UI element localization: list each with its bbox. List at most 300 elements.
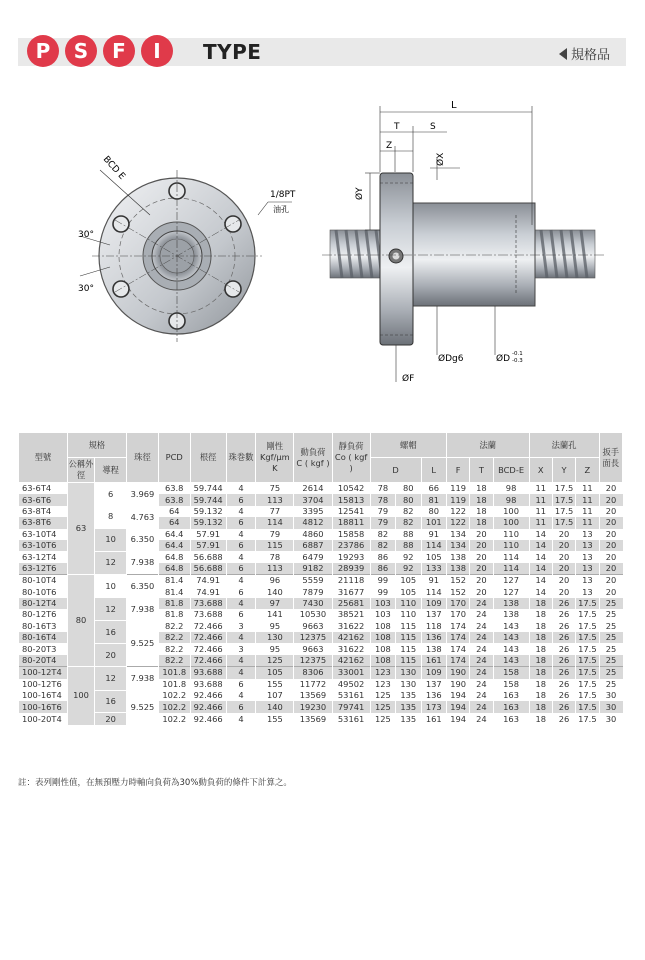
table-cell: 108 xyxy=(370,643,395,654)
table-cell: 103 xyxy=(370,598,395,609)
table-cell: 19293 xyxy=(332,551,370,562)
table-cell: 4 xyxy=(226,575,256,587)
table-cell: 57.91 xyxy=(190,540,226,551)
table-cell: 13 xyxy=(576,575,599,587)
bcd-label: BCD E xyxy=(100,154,127,182)
table-cell: 20 xyxy=(552,551,575,562)
table-cell: 20 xyxy=(470,563,493,575)
table-cell: 108 xyxy=(370,655,395,667)
table-cell: 79 xyxy=(370,506,395,517)
table-cell: 18 xyxy=(529,679,552,690)
table-cell: 143 xyxy=(493,621,529,632)
table-cell: 80-16T3 xyxy=(19,621,68,632)
table-cell: 20 xyxy=(552,587,575,598)
table-cell: 122 xyxy=(446,517,469,528)
table-cell: 135 xyxy=(396,701,421,712)
table-cell: 24 xyxy=(470,598,493,609)
table-row xyxy=(19,551,623,562)
table-cell: 133 xyxy=(421,563,446,575)
table-cell: 100-12T4 xyxy=(19,667,68,679)
table-cell: 125 xyxy=(370,701,395,712)
table-cell: 92 xyxy=(396,563,421,575)
table-cell: 113 xyxy=(256,494,294,505)
table-cell: 96 xyxy=(256,575,294,587)
table-cell: 100-16T4 xyxy=(19,690,68,701)
table-cell: 114 xyxy=(493,551,529,562)
table-cell: 13 xyxy=(576,529,599,540)
table-cell: 38521 xyxy=(332,609,370,620)
table-cell: 66 xyxy=(421,483,446,495)
table-cell: 10 xyxy=(95,529,127,552)
table-cell: 101 xyxy=(421,517,446,528)
table-cell: 81.4 xyxy=(158,575,190,587)
table-cell: 140 xyxy=(256,701,294,712)
table-cell: 6887 xyxy=(294,540,332,551)
table-cell: 194 xyxy=(446,690,469,701)
table-cell: 16 xyxy=(95,621,127,644)
table-cell: 115 xyxy=(256,540,294,551)
table-cell: 6 xyxy=(226,679,256,690)
table-cell: 173 xyxy=(421,701,446,712)
table-cell: 63-12T4 xyxy=(19,551,68,562)
table-cell: 105 xyxy=(396,575,421,587)
table-cell: 26 xyxy=(552,632,575,643)
table-cell: 17.5 xyxy=(576,609,599,620)
dim-D-label: ØD xyxy=(496,354,511,364)
table-cell: 18811 xyxy=(332,517,370,528)
dim-Dg6-label: ØDg6 xyxy=(438,354,464,364)
table-cell: 20 xyxy=(599,506,622,517)
table-cell: 78 xyxy=(370,483,395,495)
table-cell: 26 xyxy=(552,679,575,690)
table-cell: 17.5 xyxy=(576,701,599,712)
table-cell: 7.938 xyxy=(127,598,159,621)
table-cell: 95 xyxy=(256,643,294,654)
table-cell: 11 xyxy=(576,506,599,517)
table-cell: 110 xyxy=(396,598,421,609)
table-cell: 123 xyxy=(370,679,395,690)
table-cell: 6 xyxy=(226,540,256,551)
table-cell: 20 xyxy=(599,540,622,551)
table-cell: 53161 xyxy=(332,713,370,725)
table-cell: 163 xyxy=(493,713,529,725)
col-model: 型號 xyxy=(19,433,68,483)
table-cell: 134 xyxy=(446,540,469,551)
table-cell: 98 xyxy=(493,494,529,505)
table-cell: 82 xyxy=(370,529,395,540)
col-T: T xyxy=(470,458,493,483)
table-cell: 64.8 xyxy=(158,563,190,575)
table-cell: 17.5 xyxy=(576,690,599,701)
table-cell: 25 xyxy=(599,621,622,632)
table-cell: 6 xyxy=(226,494,256,505)
table-cell: 63.8 xyxy=(158,494,190,505)
table-cell: 109 xyxy=(421,667,446,679)
table-cell: 93.688 xyxy=(190,667,226,679)
table-cell: 20 xyxy=(470,575,493,587)
table-cell: 9663 xyxy=(294,621,332,632)
dim-T-label: T xyxy=(394,122,400,132)
table-cell: 118 xyxy=(421,621,446,632)
table-cell: 115 xyxy=(396,643,421,654)
table-cell: 15858 xyxy=(332,529,370,540)
table-cell: 143 xyxy=(493,643,529,654)
table-cell: 134 xyxy=(446,529,469,540)
dim-S-label: S xyxy=(430,122,436,132)
table-cell: 24 xyxy=(470,713,493,725)
table-cell: 25 xyxy=(599,679,622,690)
table-cell: 25 xyxy=(599,667,622,679)
table-cell: 59.744 xyxy=(190,494,226,505)
table-cell: 10542 xyxy=(332,483,370,495)
table-cell: 18 xyxy=(529,690,552,701)
table-cell: 20 xyxy=(599,575,622,587)
table-cell: 13 xyxy=(576,587,599,598)
table-cell: 15813 xyxy=(332,494,370,505)
table-cell: 72.466 xyxy=(190,643,226,654)
table-cell: 11 xyxy=(529,517,552,528)
table-cell: 98 xyxy=(493,483,529,495)
table-cell: 73.688 xyxy=(190,609,226,620)
table-cell: 9.525 xyxy=(127,690,159,725)
col-od: 公稱外徑 xyxy=(67,458,95,483)
table-cell: 4 xyxy=(226,632,256,643)
table-cell: 78 xyxy=(256,551,294,562)
table-cell: 6.350 xyxy=(127,529,159,552)
table-cell: 86 xyxy=(370,563,395,575)
table-cell: 26 xyxy=(552,655,575,667)
table-cell: 10 xyxy=(95,575,127,598)
table-cell: 82.2 xyxy=(158,655,190,667)
table-cell: 80 xyxy=(396,483,421,495)
table-cell: 18 xyxy=(529,655,552,667)
table-cell: 13569 xyxy=(294,690,332,701)
table-cell: 82.2 xyxy=(158,632,190,643)
table-cell: 18 xyxy=(529,713,552,725)
table-cell: 105 xyxy=(256,667,294,679)
table-cell: 6.350 xyxy=(127,575,159,598)
table-cell: 31622 xyxy=(332,621,370,632)
table-cell: 10530 xyxy=(294,609,332,620)
table-cell: 4 xyxy=(226,655,256,667)
table-cell: 91 xyxy=(421,575,446,587)
table-cell: 194 xyxy=(446,701,469,712)
table-cell: 138 xyxy=(446,563,469,575)
logo-letter-i: I xyxy=(141,35,173,67)
table-cell: 3 xyxy=(226,621,256,632)
table-cell: 12375 xyxy=(294,655,332,667)
table-cell: 114 xyxy=(493,563,529,575)
table-cell: 18 xyxy=(529,632,552,643)
table-cell: 20 xyxy=(599,529,622,540)
table-cell: 114 xyxy=(256,517,294,528)
table-cell: 18 xyxy=(470,506,493,517)
col-F: F xyxy=(446,458,469,483)
table-cell: 4 xyxy=(226,506,256,517)
table-cell: 12 xyxy=(95,598,127,621)
table-cell: 59.744 xyxy=(190,483,226,495)
table-cell: 125 xyxy=(370,690,395,701)
table-cell: 100-20T4 xyxy=(19,713,68,725)
table-cell: 119 xyxy=(446,494,469,505)
table-cell: 12375 xyxy=(294,632,332,643)
table-cell: 20 xyxy=(470,540,493,551)
table-cell: 18 xyxy=(470,483,493,495)
table-cell: 28939 xyxy=(332,563,370,575)
table-cell: 20 xyxy=(599,563,622,575)
table-cell: 75 xyxy=(256,483,294,495)
table-cell: 11 xyxy=(529,494,552,505)
table-cell: 190 xyxy=(446,667,469,679)
table-cell: 63.8 xyxy=(158,483,190,495)
table-cell: 110 xyxy=(493,540,529,551)
flange-front-view xyxy=(80,170,292,342)
table-cell: 64 xyxy=(158,517,190,528)
table-cell: 30 xyxy=(599,690,622,701)
table-cell: 114 xyxy=(421,540,446,551)
col-pcd: PCD xyxy=(158,433,190,483)
col-root: 根徑 xyxy=(190,433,226,483)
table-cell: 158 xyxy=(493,679,529,690)
table-cell: 63-6T4 xyxy=(19,483,68,495)
table-cell: 17.5 xyxy=(576,621,599,632)
table-cell: 6 xyxy=(226,587,256,598)
table-cell: 100 xyxy=(493,517,529,528)
table-cell: 26 xyxy=(552,643,575,654)
table-cell: 122 xyxy=(446,506,469,517)
col-stiffness: 剛性 Kgf/μm K xyxy=(256,433,294,483)
table-cell: 170 xyxy=(446,598,469,609)
dim-Y-label: ØY xyxy=(355,187,365,200)
table-cell: 138 xyxy=(493,609,529,620)
table-cell: 174 xyxy=(446,632,469,643)
table-cell: 92.466 xyxy=(190,690,226,701)
table-cell: 73.688 xyxy=(190,598,226,609)
table-cell: 82 xyxy=(370,540,395,551)
table-cell: 18 xyxy=(529,598,552,609)
table-cell: 158 xyxy=(493,667,529,679)
table-cell: 64.4 xyxy=(158,540,190,551)
table-cell: 7430 xyxy=(294,598,332,609)
table-cell: 20 xyxy=(599,587,622,598)
table-cell: 138 xyxy=(421,643,446,654)
table-cell: 18 xyxy=(529,643,552,654)
table-cell: 72.466 xyxy=(190,632,226,643)
table-cell: 4 xyxy=(226,713,256,725)
table-cell: 82.2 xyxy=(158,643,190,654)
col-BCDE: BCD-E xyxy=(493,458,529,483)
table-cell: 17.5 xyxy=(576,655,599,667)
table-cell: 81.8 xyxy=(158,609,190,620)
table-cell: 80-20T4 xyxy=(19,655,68,667)
table-cell: 11 xyxy=(576,494,599,505)
table-row xyxy=(19,483,623,495)
pt-label: 1/8PT xyxy=(270,190,296,200)
table-cell: 26 xyxy=(552,713,575,725)
table-cell: 4 xyxy=(226,483,256,495)
col-hole: 法蘭孔 xyxy=(529,433,599,458)
table-cell: 16 xyxy=(95,690,127,713)
table-cell: 113 xyxy=(256,563,294,575)
angle-top-label: 30° xyxy=(78,230,94,240)
table-cell: 25 xyxy=(599,632,622,643)
table-cell: 18 xyxy=(529,609,552,620)
table-cell: 81 xyxy=(421,494,446,505)
table-cell: 64.8 xyxy=(158,551,190,562)
table-cell: 92.466 xyxy=(190,701,226,712)
table-cell: 130 xyxy=(396,679,421,690)
table-cell: 11 xyxy=(529,483,552,495)
table-cell: 86 xyxy=(370,551,395,562)
table-cell: 127 xyxy=(493,587,529,598)
dim-D-tol-lower: -0.3 xyxy=(512,358,523,364)
table-cell: 3704 xyxy=(294,494,332,505)
table-cell: 20 xyxy=(95,713,127,725)
table-cell: 82 xyxy=(396,517,421,528)
table-cell: 92 xyxy=(396,551,421,562)
table-cell: 18 xyxy=(529,667,552,679)
table-cell: 9663 xyxy=(294,643,332,654)
table-cell: 20 xyxy=(599,494,622,505)
table-cell: 115 xyxy=(396,632,421,643)
table-cell: 103 xyxy=(370,609,395,620)
table-cell: 99 xyxy=(370,587,395,598)
table-cell: 92.466 xyxy=(190,713,226,725)
table-cell: 63-6T6 xyxy=(19,494,68,505)
table-cell: 24 xyxy=(470,643,493,654)
col-nut: 螺帽 xyxy=(370,433,446,458)
table-cell: 174 xyxy=(446,655,469,667)
table-cell: 137 xyxy=(421,679,446,690)
table-cell: 101.8 xyxy=(158,667,190,679)
table-cell: 20 xyxy=(552,529,575,540)
spec-table xyxy=(18,432,623,726)
table-cell: 79 xyxy=(370,517,395,528)
table-cell: 31677 xyxy=(332,587,370,598)
col-D: D xyxy=(370,458,421,483)
table-cell: 80-12T6 xyxy=(19,609,68,620)
table-cell: 17.5 xyxy=(576,643,599,654)
table-cell: 57.91 xyxy=(190,529,226,540)
table-cell: 17.5 xyxy=(552,494,575,505)
table-cell: 12 xyxy=(95,667,127,690)
table-cell: 8 xyxy=(95,506,127,529)
col-static: 靜負荷 Co ( kgf ) xyxy=(332,433,370,483)
table-cell: 125 xyxy=(370,713,395,725)
table-cell: 95 xyxy=(256,621,294,632)
table-cell: 82.2 xyxy=(158,621,190,632)
table-cell: 6 xyxy=(226,701,256,712)
table-cell: 63-12T6 xyxy=(19,563,68,575)
table-row xyxy=(19,713,623,725)
table-cell: 18 xyxy=(529,701,552,712)
dim-F-label: ØF xyxy=(402,374,415,384)
table-cell: 33001 xyxy=(332,667,370,679)
col-dynamic: 動負荷 C ( kgf ) xyxy=(294,433,332,483)
table-cell: 100 xyxy=(493,506,529,517)
table-cell: 110 xyxy=(396,609,421,620)
table-cell: 115 xyxy=(396,655,421,667)
table-cell: 108 xyxy=(370,621,395,632)
table-cell: 17.5 xyxy=(576,598,599,609)
table-cell: 17.5 xyxy=(552,506,575,517)
table-cell: 24 xyxy=(470,655,493,667)
spec-table-body xyxy=(19,483,623,726)
table-cell: 20 xyxy=(470,529,493,540)
table-cell: 135 xyxy=(396,713,421,725)
table-cell: 63 xyxy=(67,483,95,575)
dim-L-label: L xyxy=(451,100,457,111)
table-cell: 136 xyxy=(421,690,446,701)
table-cell: 59.132 xyxy=(190,517,226,528)
table-cell: 127 xyxy=(493,575,529,587)
table-cell: 42162 xyxy=(332,655,370,667)
table-cell: 8306 xyxy=(294,667,332,679)
table-cell: 24 xyxy=(470,667,493,679)
col-flange: 法蘭 xyxy=(446,433,529,458)
table-cell: 17.5 xyxy=(576,632,599,643)
col-wrench: 扳手 面長 xyxy=(599,433,622,483)
table-cell: 25 xyxy=(599,655,622,667)
table-cell: 14 xyxy=(529,587,552,598)
table-cell: 136 xyxy=(421,632,446,643)
type-title: TYPE xyxy=(203,40,262,64)
table-cell: 190 xyxy=(446,679,469,690)
table-cell: 163 xyxy=(493,690,529,701)
table-cell: 6 xyxy=(226,609,256,620)
table-cell: 6 xyxy=(95,483,127,506)
table-cell: 141 xyxy=(256,609,294,620)
table-cell: 9.525 xyxy=(127,621,159,667)
table-cell: 31622 xyxy=(332,643,370,654)
table-cell: 138 xyxy=(493,598,529,609)
table-cell: 14 xyxy=(529,575,552,587)
table-cell: 49502 xyxy=(332,679,370,690)
table-cell: 17.5 xyxy=(552,517,575,528)
table-cell: 88 xyxy=(396,529,421,540)
table-cell: 13569 xyxy=(294,713,332,725)
table-cell: 12541 xyxy=(332,506,370,517)
table-cell: 64.4 xyxy=(158,529,190,540)
table-row xyxy=(19,621,623,632)
table-row xyxy=(19,529,623,540)
table-cell: 56.688 xyxy=(190,551,226,562)
col-ball: 珠徑 xyxy=(127,433,159,483)
table-cell: 80 xyxy=(67,575,95,667)
table-cell: 79 xyxy=(256,529,294,540)
table-cell: 3 xyxy=(226,643,256,654)
table-cell: 18 xyxy=(470,517,493,528)
table-cell: 20 xyxy=(599,483,622,495)
table-cell: 7.938 xyxy=(127,667,159,690)
table-cell: 11 xyxy=(576,483,599,495)
table-cell: 174 xyxy=(446,643,469,654)
col-L: L xyxy=(421,458,446,483)
table-cell: 143 xyxy=(493,632,529,643)
table-cell: 18 xyxy=(470,494,493,505)
table-cell: 109 xyxy=(421,598,446,609)
col-Y: Y xyxy=(552,458,575,483)
table-cell: 14 xyxy=(529,563,552,575)
table-cell: 135 xyxy=(396,690,421,701)
table-cell: 72.466 xyxy=(190,621,226,632)
table-cell: 20 xyxy=(552,575,575,587)
table-cell: 20 xyxy=(599,517,622,528)
table-cell: 20 xyxy=(95,643,127,666)
table-cell: 13 xyxy=(576,563,599,575)
logo-letter-p: P xyxy=(27,35,59,67)
table-cell: 102.2 xyxy=(158,690,190,701)
